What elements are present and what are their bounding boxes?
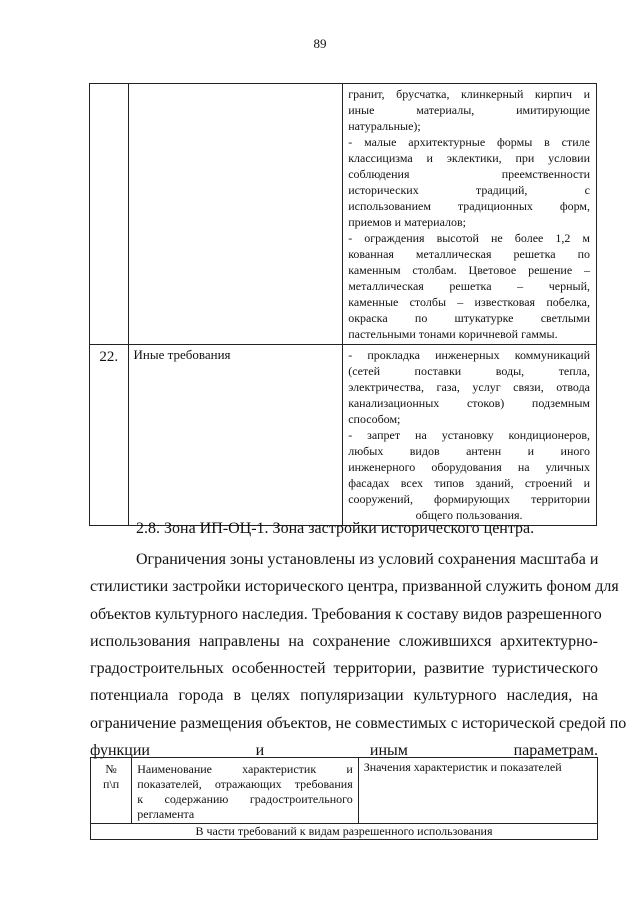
header-name-cell [132,758,359,824]
text-line: (сетей поставки воды, тепла, [348,364,590,378]
text-line: исторических традиций, с [348,183,590,197]
text-line: натуральные); [348,119,421,133]
text-line: соблюдения преемственности [348,167,590,181]
text-line: иные материалы, имитирующие [348,103,590,117]
text-line: гранит, брусчатка, клинкерный кирпич и [348,87,590,101]
requirements-table [89,83,597,526]
text-line: использования направлены на сохранение сложившихся архитектурно- [90,632,598,650]
text-line: ограничение размещения объектов, не совместимых с исторической средой по [90,714,627,732]
text-line: пастельными тонами коричневой гаммы. [348,327,558,341]
text-line: сооружений, формирующих территории [348,492,590,506]
text-line: регламента [137,807,195,821]
text-line: общего пользования. [415,508,523,522]
header-values-cell: Значения характеристик и показателей [358,758,597,824]
page-number: 89 [313,36,327,51]
text-line: объектов культурного наследия. Требования к составу видов разрешенного [90,605,602,623]
text-line: металлическая решетка – черный, [348,279,590,293]
section-span-row: В части требований к видам разрешенного использования [91,824,598,840]
text-line: способом; [348,412,401,426]
text-line: каменным столбам. Цветовое решение – [348,263,590,277]
text-line: любых видов антенн и иного [348,444,590,458]
text-line: канализационных стоков) подземным [348,396,590,410]
text-line: - прокладка инженерных коммуникаций [348,348,590,362]
row-value-cell [343,345,597,526]
text-line: функции и иным параметрам. [90,742,598,760]
row-name-cell: Иные требования [128,345,343,526]
table-row [90,345,597,526]
text-line: к содержанию градостроительного [137,792,353,806]
row-value-cell [343,84,597,345]
text-line: - запрет на установку кондиционеров, [348,428,590,442]
text-line: классицизма и эклектики, при условии [348,151,590,165]
text-line: п\п [103,777,120,791]
text-line: - малые архитектурные формы в стиле [348,135,590,149]
header-number-cell [91,758,132,824]
text-line: потенциала города в целях популяризации культурного наследия, на [90,687,598,705]
text-line: приемов и материалов; [348,215,466,229]
text-line: кованная металлическая решетка по [348,247,590,261]
section-heading: 2.8. Зона ИП-ОЦ-1. Зона застройки исторического центра. [136,520,535,537]
row-number-cell: 22. [90,345,129,526]
row-number-cell [90,84,129,345]
text-line: - ограждения высотой не более 1,2 м [348,231,590,245]
body-paragraph [90,546,627,764]
text-line: показателей, отражающих требования [137,777,353,791]
table-row [91,824,598,840]
zone-parameters-table [90,757,598,840]
text-line: фасадах всех типов зданий, строений и [348,476,590,490]
text-line: электричества, газа, услуг связи, отвода [348,380,590,394]
table-header-row [91,758,598,824]
text-line: окраска по штукатурке светлыми [348,311,590,325]
text-line: стилистики застройки исторического центра, призванной служить фоном для [90,578,619,596]
text-line: Наименование характеристик и [137,762,353,776]
text-line: № [105,762,117,776]
table-row [90,84,597,345]
text-line: каменные столбы – известковая побелка, [348,295,590,309]
text-line: инженерного оборудования на уличных [348,460,590,474]
text-line: Ограничения зоны установлены из условий сохранения масштаба и [136,551,599,568]
text-line: использованием традиционных форм, [348,199,590,213]
row-name-cell [128,84,343,345]
text-line: градостроительных особенностей территории, развитие туристического [90,660,598,678]
